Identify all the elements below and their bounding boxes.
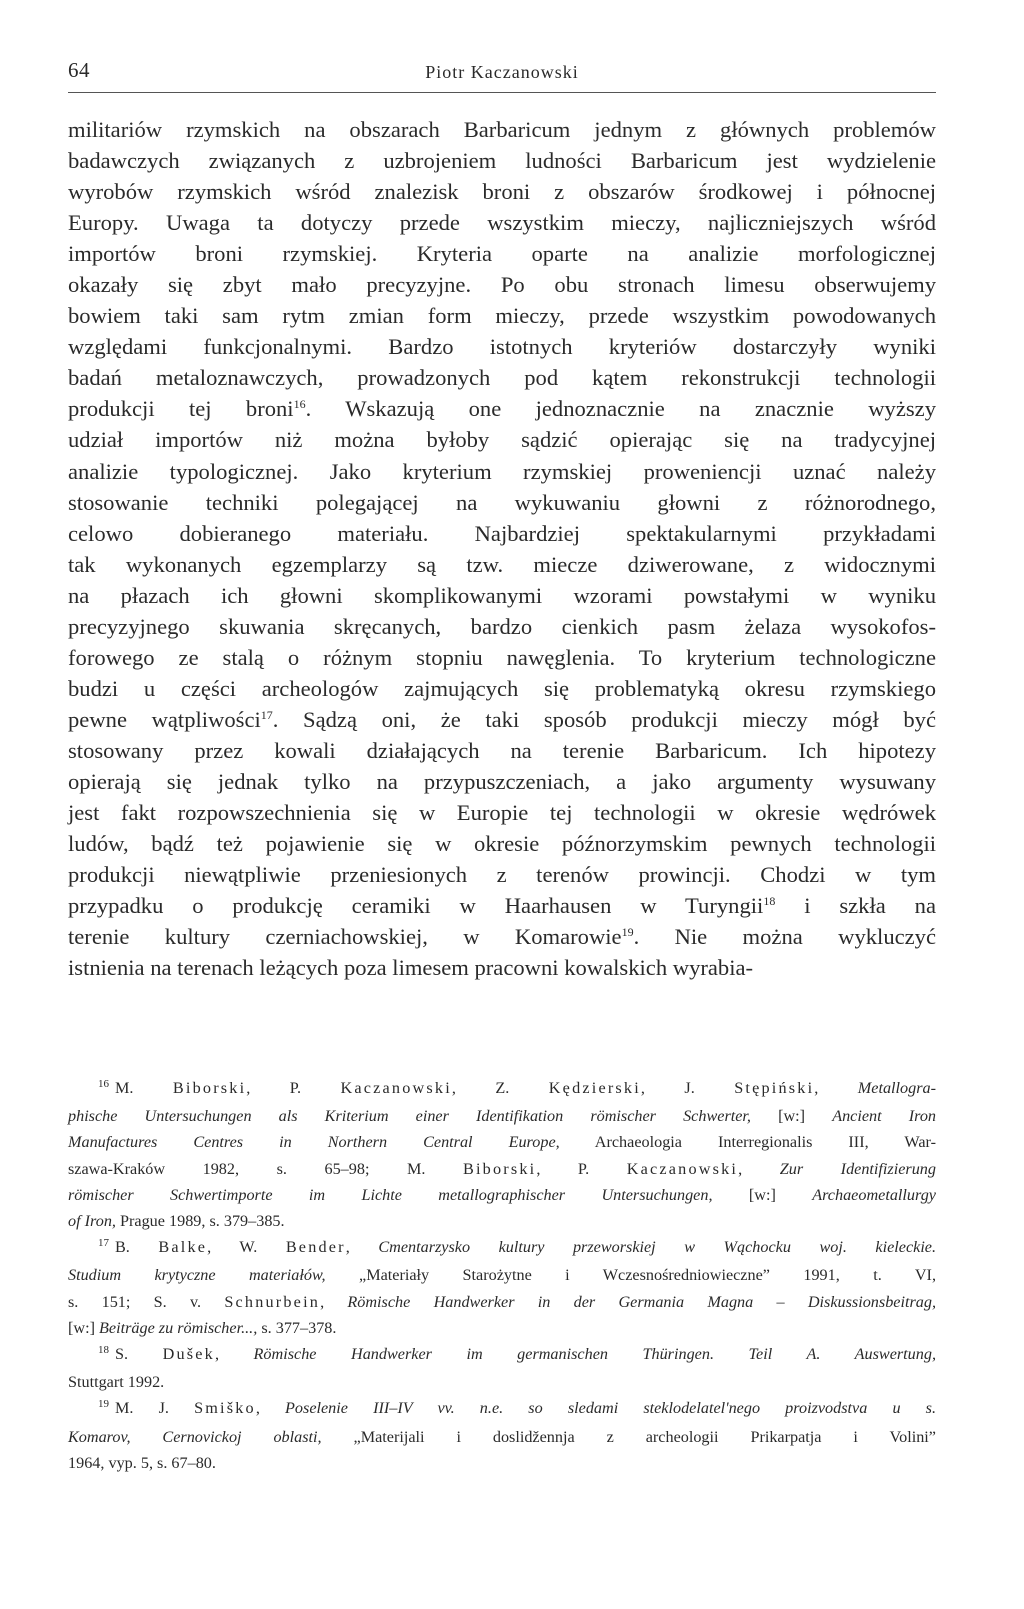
work-title: Römische Handwerker in der Germania Magna – Diskussionsbeitrag, — [347, 1292, 937, 1311]
body-line: analizie typologicznej. Jako kryterium rzymskiej proweniencji uznać należy — [68, 458, 936, 484]
body-text-fragment: i szkła na — [775, 893, 936, 919]
work-title: Ancient Iron — [832, 1107, 937, 1126]
footnotes — [68, 1075, 936, 1476]
author-name: Balke — [158, 1238, 208, 1257]
work-title: Metallogra- — [857, 1079, 937, 1097]
footnote-text: B. — [115, 1238, 130, 1257]
footnote-ref-17[interactable]: 17 — [260, 707, 273, 722]
work-title: Römische Handwerker im germanischen Thüringen. Teil A. Auswertung, — [253, 1345, 937, 1364]
footnote-text: , — [320, 1292, 348, 1311]
footnote-line — [68, 1129, 936, 1155]
body-text-fragment: przypadku o produkcję ceramiki w Haarhausen w Turyngii — [68, 893, 764, 919]
author-name: Kaczanowski — [626, 1159, 739, 1178]
footnote-16 — [68, 1075, 936, 1234]
author-name: Smiško — [194, 1399, 256, 1418]
footnote-text: , P. — [246, 1079, 302, 1097]
body-text-fragment: . Nie można wykluczyć — [633, 924, 936, 950]
footnote-text: , Z. — [451, 1079, 510, 1097]
footnote-text: , — [255, 1399, 286, 1418]
footnote-text: [w:] — [68, 1318, 100, 1337]
body-line: okazały się zbyt mało precyzyjne. Po obu stronach limesu obserwujemy — [68, 272, 936, 298]
author-name: Bender — [285, 1238, 346, 1257]
footnote-18 — [68, 1341, 936, 1395]
footnote-text: , P. — [536, 1159, 590, 1178]
footnote-mark: 18 — [98, 1344, 109, 1357]
footnote-text: , W. — [207, 1238, 258, 1257]
footnote-text: , — [345, 1238, 379, 1257]
body-line: militariów rzymskich na obszarach Barbaricum jednym z głównych problemów — [68, 117, 936, 142]
footnote-ref-16[interactable]: 16 — [293, 397, 306, 412]
footnote-line — [68, 1395, 936, 1423]
footnote-text: Prague 1989, s. 379–385. — [115, 1212, 285, 1231]
footnote-mark: 19 — [98, 1398, 109, 1411]
body-text — [68, 114, 936, 983]
footnote-text: , J. — [640, 1079, 695, 1097]
body-line: stosowany przez kowali działających na terenie Barbaricum. Ich hipotezy — [68, 737, 936, 763]
author-name: Biborski — [172, 1079, 247, 1097]
author-name: Schnurbein — [224, 1292, 321, 1311]
author-name: Stępiński — [734, 1079, 815, 1097]
page-number: 64 — [68, 58, 90, 82]
work-title: Studium krytyczne materiałów, — [68, 1266, 326, 1285]
body-line: stosowanie techniki polegającej na wykuwaniu głowni z różnorodnego, — [68, 489, 936, 515]
footnote-line — [68, 1369, 936, 1395]
body-line: udział importów niż można byłoby sądzić opierając się na tradycyjnej — [68, 427, 936, 453]
footnote-text: , — [738, 1159, 780, 1178]
footnote-ref-18[interactable]: 18 — [763, 894, 776, 909]
author-name: Kaczanowski — [340, 1079, 452, 1097]
footnote-text: , — [214, 1345, 254, 1364]
body-line: badawczych związanych z uzbrojeniem ludności Barbaricum jest wydzielenie — [68, 148, 936, 174]
body-line — [68, 921, 936, 952]
page-header — [68, 58, 936, 88]
footnote-ref-19[interactable]: 19 — [621, 925, 634, 940]
footnote-text: Archaeologia Interregionalis III, War- — [559, 1133, 936, 1152]
footnote-text: M. — [115, 1079, 134, 1097]
work-title: römischer Schwertimporte im Lichte metallographischer Untersuchungen, — [68, 1185, 713, 1204]
body-text-fragment: terenie kultury czerniachowskiej, w Komarowie — [68, 924, 622, 950]
body-text-fragment: produkcji tej broni — [68, 396, 294, 422]
body-line: tak wykonanych egzemplarzy są tzw. miecze dziwerowane, z widocznymi — [68, 551, 936, 577]
work-title: Archaeometallurgy — [812, 1185, 936, 1204]
body-line — [68, 704, 936, 735]
footnote-mark: 16 — [98, 1078, 109, 1090]
footnote-line — [68, 1341, 936, 1369]
body-line: względami funkcjonalnymi. Bardzo istotnych kryteriów dostarczyły wyniki — [68, 334, 936, 360]
footnote-line — [68, 1262, 936, 1288]
body-line: precyzyjnego skuwania skręcanych, bardzo cienkich pasm żelaza wysokofos- — [68, 613, 936, 639]
body-line: Europy. Uwaga ta dotyczy przede wszystkim mieczy, najliczniejszych wśród — [68, 210, 936, 236]
footnote-line — [68, 1234, 936, 1262]
body-line — [68, 393, 936, 424]
body-text-fragment: pewne wątpliwości — [68, 706, 261, 732]
footnote-line — [68, 1315, 936, 1341]
author-name: Dušek — [162, 1345, 215, 1364]
footnote-text: S. — [115, 1345, 129, 1364]
body-line: budzi u części archeologów zajmujących się problematyką okresu rzymskiego — [68, 675, 936, 701]
body-line: ludów, bądź też pojawienie się w okresie późnorzymskim pewnych technologii — [68, 831, 936, 857]
body-line: bowiem taki sam rytm zmian form mieczy, przede wszystkim powodowanych — [68, 303, 936, 329]
footnote-text: „Materiały Starożytne i Wczesnośredniowieczne” 1991, t. VI, — [325, 1266, 936, 1285]
footnote-line — [68, 1182, 936, 1208]
work-title: Manufactures Centres in Northern Central Europe, — [68, 1133, 560, 1152]
work-title: Cmentarzysko kultury przeworskiej w Wąchocku woj. kieleckie. — [378, 1238, 937, 1257]
footnote-text: s. 151; S. v. — [68, 1292, 202, 1311]
work-title: of Iron, — [68, 1212, 116, 1231]
footnote-text: s. 377–378. — [257, 1318, 337, 1337]
footnote-17 — [68, 1234, 936, 1341]
body-line — [68, 890, 936, 921]
work-title: Poselenie III–IV vv. n.e. so sledami steklodelatel'nego proizvodstva u s. — [285, 1399, 937, 1418]
body-line: produkcji niewątpliwie przeniesionych z terenów prowincji. Chodzi w tym — [68, 862, 936, 888]
header-rule — [68, 92, 936, 93]
body-line: forowego ze stalą o różnym stopniu nawęglenia. To kryterium technologiczne — [68, 644, 936, 670]
body-line: jest fakt rozpowszechnienia się w Europie tej technologii w okresie wędrówek — [68, 800, 936, 826]
author-name: Biborski — [462, 1159, 537, 1178]
footnote-text: „Materijali i doslidžennja z archeologii Prikarpatja i Volini” — [321, 1427, 936, 1446]
body-line: istnienia na terenach leżących poza limesem pracowni kowalskich wyrabia- — [68, 955, 754, 981]
body-line: opierają się jednak tylko na przypuszczeniach, a jako argumenty wysuwany — [68, 768, 936, 794]
footnote-19 — [68, 1395, 936, 1476]
body-line: celowo dobieranego materiału. Najbardziej spektakularnymi przykładami — [68, 520, 936, 546]
body-line: importów broni rzymskiej. Kryteria oparte na analizie morfologicznej — [68, 241, 936, 267]
work-title: Komarov, Cernovickoj oblasti, — [68, 1427, 322, 1446]
body-text-fragment: . Wskazują one jednoznacznie na znacznie wyższy — [305, 396, 936, 422]
body-line: badań metaloznawczych, prowadzonych pod kątem rekonstrukcji technologii — [68, 365, 936, 391]
work-title: Beiträge zu römischer..., — [99, 1318, 258, 1337]
work-title: Zur Identifizierung — [779, 1159, 936, 1178]
body-line: wyrobów rzymskich wśród znalezisk broni z obszarów środkowej i północnej — [68, 179, 936, 205]
footnote-text: [w:] — [712, 1185, 813, 1204]
footnote-line: $^{16}$ M. Biborski, P. Kaczanowski, Z. Kędzierski, J. Stępiński, Metallogra- — [98, 1078, 937, 1097]
footnote-text: [w:] — [750, 1107, 833, 1126]
footnote-text: Stuttgart 1992. — [68, 1373, 165, 1392]
footnote-line — [68, 1289, 936, 1315]
author-name: Kędzierski — [548, 1079, 641, 1097]
footnote-line — [68, 1208, 936, 1234]
running-head: Piotr Kaczanowski — [425, 62, 579, 82]
body-text-fragment: . Sądzą oni, że taki sposób produkcji mieczy mógł być — [272, 706, 936, 732]
footnote-mark: 17 — [98, 1237, 109, 1250]
body-line: na płazach ich głowni skomplikowanymi wzorami powstałymi w wyniku — [68, 582, 936, 608]
footnote-text: M. J. — [115, 1399, 169, 1418]
footnote-line — [68, 1424, 936, 1450]
footnote-line — [68, 1450, 936, 1476]
footnote-line — [68, 1156, 936, 1182]
footnote-line — [68, 1103, 936, 1129]
work-title: phische Untersuchungen als Kriterium einer Identifikation römischer Schwerter, — [68, 1107, 751, 1126]
footnote-text: 1964, vyp. 5, s. 67–80. — [68, 1453, 216, 1472]
footnote-text: szawa-Kraków 1982, s. 65–98; M. — [68, 1159, 426, 1178]
